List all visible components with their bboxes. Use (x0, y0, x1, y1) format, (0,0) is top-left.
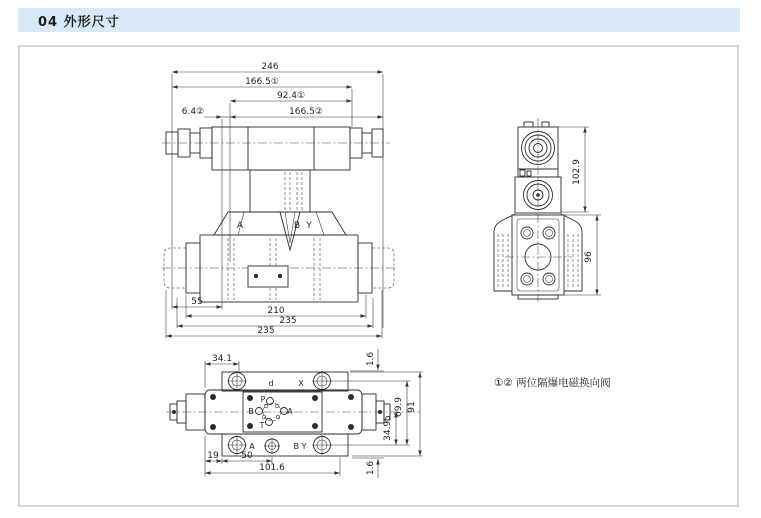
dim-55: 55 (191, 297, 203, 307)
port-label-p: P (260, 395, 266, 404)
dim-96: 96 (584, 251, 594, 263)
top-view (166, 349, 423, 478)
dim-1-6-bottom: 1.6 (366, 460, 376, 476)
dim-34-95: 34.95 (383, 415, 393, 441)
port-label-t: T (259, 421, 265, 430)
dim-19: 19 (207, 451, 219, 461)
dim-6-4-2: 6.4② (181, 107, 205, 117)
dim-235-a: 235 (279, 316, 297, 326)
dim-50: 50 (241, 451, 253, 461)
front-port-label-a: A (236, 221, 244, 231)
dim-235-b: 235 (257, 326, 275, 336)
port-label-a2: A (287, 407, 293, 416)
front-view (162, 62, 396, 338)
top-label-d: d (268, 379, 274, 388)
dim-101-6: 101.6 (259, 463, 285, 473)
footnote: ①② 两位隔爆电磁换向阀 (494, 377, 611, 389)
dim-92-4-1: 92.4① (276, 91, 306, 101)
dim-69-9: 69.9 (394, 396, 404, 418)
dim-1-6-top: 1.6 (366, 351, 376, 367)
section-title: 04 外形尺寸 (38, 14, 120, 30)
dim-166-5-2: 166.5② (289, 107, 323, 117)
top-label-x: X (298, 379, 304, 388)
top-label-a: A (249, 442, 255, 451)
dim-166-5-1: 166.5① (245, 77, 279, 87)
dim-210: 210 (267, 306, 285, 316)
front-port-label-b: B (293, 221, 301, 231)
top-label-by: B Y (293, 442, 307, 451)
dim-91: 91 (407, 401, 417, 413)
port-label-b: B (248, 407, 254, 416)
side-view (494, 118, 601, 302)
dim-102-9: 102.9 (572, 159, 582, 185)
dim-34-1: 34.1 (211, 354, 233, 364)
front-port-label-y: Y (306, 221, 312, 231)
dim-246: 246 (261, 62, 279, 72)
